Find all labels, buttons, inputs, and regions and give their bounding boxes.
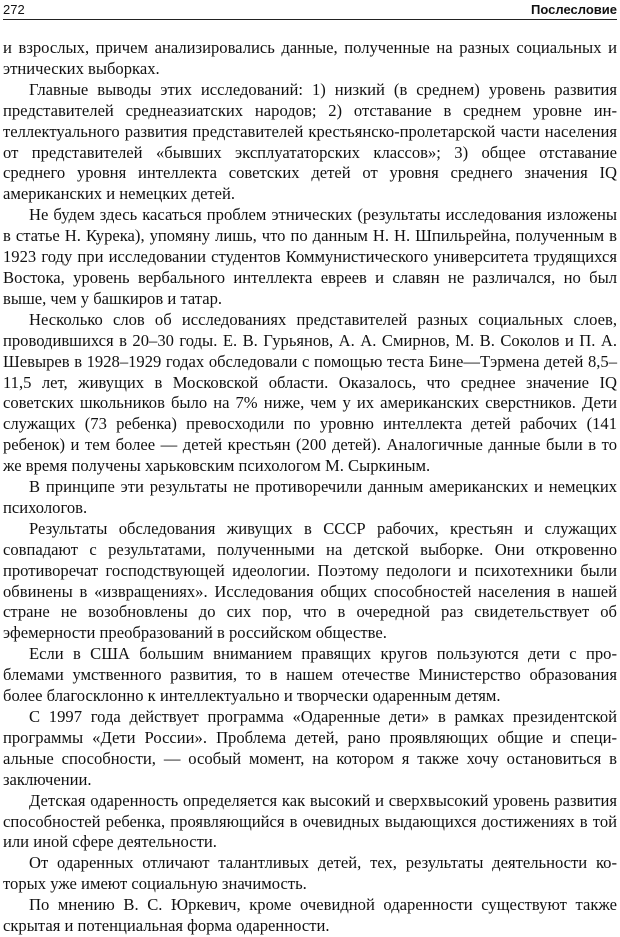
body-text	[3, 38, 617, 937]
paragraph-7: Если в США большим вниманием правящих кругов пользуются дети с проблемами умственного развития, то в нашем отечестве Министерство образования более благосклонно к интеллектуально и творчески одаренным детям.	[3, 644, 617, 706]
paragraph-9: Детская одаренность определяется как высокий и сверхвысокий уровень развития способностей ребенка, проявляющийся в очевидных выдающихся достижениях в той или иной сфере деятельности.	[3, 790, 617, 852]
page-number: 272	[3, 2, 25, 17]
paragraph-6: Результаты обследования живущих в СССР рабочих, крестьян и служащих совпадают с результатами, полученными на детской выборке. Они откровенно противоречат господствующей идеологии. Поэтому педологи и психотехники были обвинены в «извращениях». Исследования общих способностей населения в нашей стране не возобновлены до сих пор, что в очередной раз свидетельствует об эфемерности преобразований в российском обществе.	[3, 518, 617, 643]
paragraph-1: и взрослых, причем анализировались данные, полученные на разных социальных и этнических выборках.	[3, 38, 617, 78]
paragraph-3: Не будем здесь касаться проблем этнических (результаты исследования изложены в статье Н. Курека), упомяну лишь, что по данным Н. Н. Шпильрейна, полученным в 1923 году при исследовании студентов Коммунистического университета трудящихся Востока, уровень вербального интеллекта евреев и славян не различался, но был выше, чем у башкиров и татар.	[3, 205, 617, 308]
paragraph-10: От одаренных отличают талантливых детей, тех, результаты деятельности которых уже имеют социальную значимость.	[3, 853, 617, 894]
paragraph-4: Несколько слов об исследованиях представителей разных социальных слоев, проводившихся в 20–30 годы. Е. В. Гурьянов, А. А. Смирнов, М. В. Соколов и П. А. Шевырев в 1928–1929 годах обследовали с помощью теста Бине—Тэрмена детей 8,5–11,5 лет, живущих в Московской области. Оказалось, что среднее значение IQ советских школьников было на 7% ниже, чем у их американских сверстников. Дети служащих (73 ребенка) превосходили по уровню интеллекта детей рабочих (141 ребенок) и тем более — детей крестьян (200 детей). Аналогичные данные были в то же время получены харьковским психологом М. Сыркиным.	[3, 309, 617, 476]
paragraph-5: В принципе эти результаты не противоречили данным американских и немецких психологов.	[3, 477, 617, 517]
running-header	[3, 2, 617, 20]
paragraph-11: По мнению В. С. Юркевич, кроме очевидной одаренности существуют также скрытая и потенциальная форма одаренности.	[3, 895, 617, 936]
section-title: Послесловие	[531, 2, 617, 17]
paragraph-2: Главные выводы этих исследований: 1) низкий (в среднем) уровень развития представителей среднеазиатских народов; 2) отставание в среднем уровне интеллектуального развития представителей крестьянско-пролетарской части населения от представителей «бывших эксплуататорских классов»; 3) общее отставание среднего уровня интеллекта советских детей от уровня среднего значения IQ американских и немецких детей.	[3, 79, 617, 204]
paragraph-8: С 1997 года действует программа «Одаренные дети» в рамках президентской программы «Дети России». Проблема детей, рано проявляющих общие и специальные способности, — особый момент, на котором я также хочу остановиться в заключении.	[3, 707, 617, 789]
